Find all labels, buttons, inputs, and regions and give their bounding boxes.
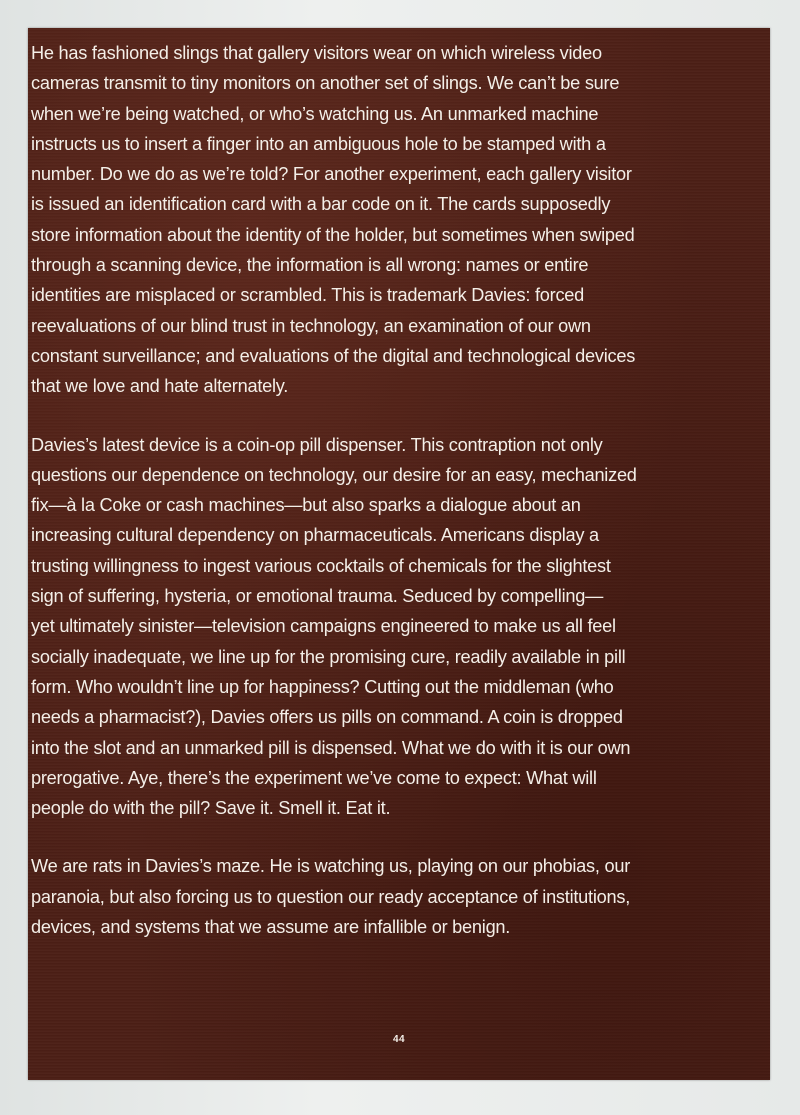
paragraph-2: Davies’s latest device is a coin-op pill dispenser. This contraption not only questions our dependence on technology, our desire for an easy, mechanized fix—à la Coke or cash machines—but also sparks a dialogue about an increasing cultural dependency on pharmaceuticals. Americans display a trusting willingness to ingest various cocktails of chemicals for the slightest sign of suffering, hysteria, or emotional trauma. Seduced by compelling— yet ultimately sinister—television campaigns engineered to make us all feel socially inadequate, we line up for the promising cure, readily available in pill form. Who wouldn’t line up for happiness? Cutting out the middleman (who needs a pharmacist?), Davies offers us pills on command. A coin is dropped into the slot and an unmarked pill is dispensed. What we do with it is our own prerogative. Aye, there’s the experiment we’ve come to expect: What will people do with the pill? Save it. Smell it. Eat it. xyxy=(31,434,637,819)
paragraph-1: He has fashioned slings that gallery visitors wear on which wireless video cameras transmit to tiny monitors on another set of slings. We can’t be sure when we’re being watched, or who’s watching us. An unmarked machine instructs us to insert a finger into an ambiguous hole to be stamped with a number. Do we do as we’re told? For another experiment, each gallery visitor is issued an identification card with a bar code on it. The cards supposedly store information about the identity of the holder, but sometimes when swiped through a scanning device, the information is all wrong: names or entire identities are misplaced or scrambled. This is trademark Davies: forced reevaluations of our blind trust in technology, an examination of our own constant surveillance; and evaluations of the digital and technological devices that we love and hate alternately. xyxy=(31,43,636,397)
page-number: 44 xyxy=(392,1034,406,1045)
article-body xyxy=(31,38,767,970)
text-panel xyxy=(28,28,770,1080)
paragraph-3: We are rats in Davies’s maze. He is watching us, playing on our phobias, our paranoia, but also forcing us to question our ready acceptance of institutions, devices, and systems that we assume are infallible or benign. xyxy=(31,856,631,938)
